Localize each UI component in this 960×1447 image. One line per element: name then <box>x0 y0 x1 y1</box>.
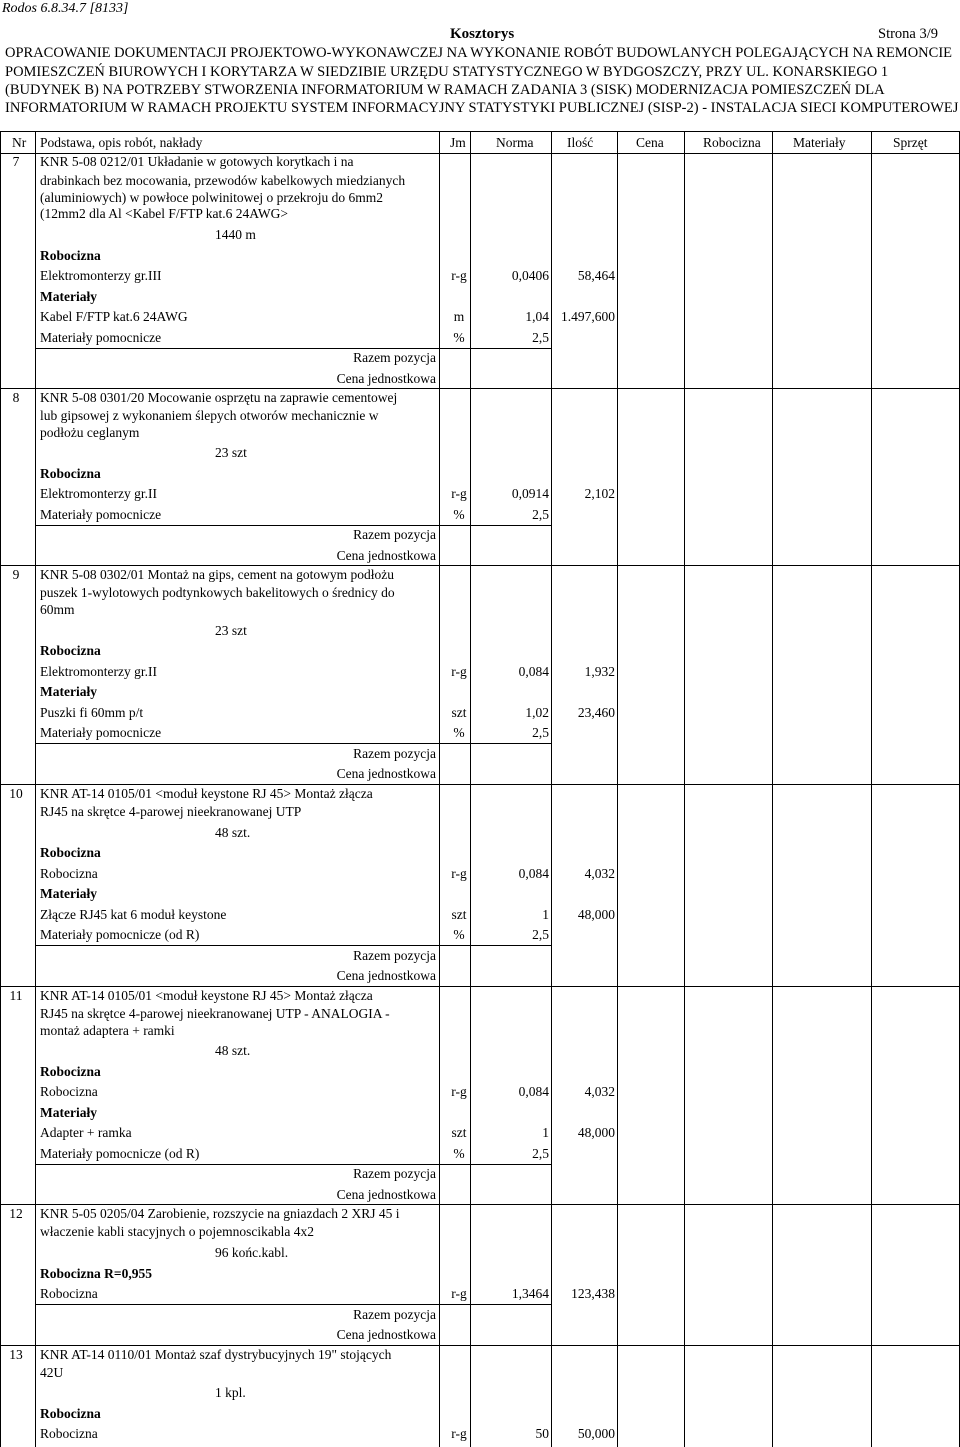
position-quantity: 23 szt <box>215 445 247 460</box>
position-total-label: Razem pozycja <box>353 350 436 365</box>
position-description: KNR AT-14 0105/01 <moduł keystone RJ 45> Montaż złącza <box>40 786 373 801</box>
position-number: 10 <box>9 786 23 801</box>
resource-unit: r-g <box>451 664 467 679</box>
position-description: KNR AT-14 0110/01 Montaż szaf dystrybucyjnych 19" stojących <box>40 1347 392 1362</box>
resource-norm: 2,5 <box>532 507 549 522</box>
resource-norm: 1,04 <box>525 309 549 324</box>
col-ilosc: Ilość <box>567 135 594 150</box>
resource-name: Robocizna <box>40 1286 98 1301</box>
position-description: montaż adaptera + ramki <box>40 1023 175 1038</box>
col-materialy: Materiały <box>793 135 846 150</box>
resource-name: Materiały pomocnicze <box>40 725 162 740</box>
subtotal-rule <box>35 1304 551 1305</box>
app-version: Rodos 6.8.34.7 [8133] <box>2 1 129 16</box>
resource-amount: 2,102 <box>584 486 615 501</box>
column-divider <box>35 131 36 1447</box>
resource-name: Adapter + ramka <box>40 1125 132 1140</box>
position-separator <box>0 1204 960 1205</box>
resource-norm: 2,5 <box>532 927 549 942</box>
resource-unit: szt <box>451 705 467 720</box>
resource-unit: % <box>453 725 465 740</box>
resource-name: Elektromonterzy gr.II <box>40 486 157 501</box>
resource-amount: 23,460 <box>577 705 615 720</box>
position-separator <box>0 388 960 389</box>
column-divider <box>684 131 685 1447</box>
unit-price-label: Cena jednostkowa <box>336 766 436 781</box>
position-description: RJ45 na skrętce 4-parowej nieekranowanej UTP <box>40 804 302 819</box>
resource-name: Robocizna <box>40 1426 98 1441</box>
resource-unit: szt <box>451 907 467 922</box>
resource-amount: 48,000 <box>577 907 615 922</box>
resource-section-label: Robocizna <box>40 248 101 263</box>
resource-name: Robocizna <box>40 1084 98 1099</box>
resource-name: Elektromonterzy gr.II <box>40 664 157 679</box>
resource-unit: r-g <box>451 1084 467 1099</box>
resource-amount: 58,464 <box>577 268 615 283</box>
column-divider <box>617 131 618 1447</box>
col-norma: Norma <box>496 135 534 150</box>
header-line-4: INFORMATORIUM W RAMACH PROJEKTU SYSTEM INFORMACYJNY STATYSTYKI PUBLICZNEJ (SISP-2) - INSTALACJA SIECI KOMPUTEROWEJ <box>5 100 959 116</box>
position-total-label: Razem pozycja <box>353 1307 436 1322</box>
position-number: 7 <box>12 154 20 169</box>
position-description: (aluminiowych) w powłoce polwinitowej o przekroju do 6mm2 <box>40 190 384 205</box>
position-quantity: 48 szt. <box>215 825 251 840</box>
resource-unit: r-g <box>451 1286 467 1301</box>
resource-norm: 1,02 <box>525 705 549 720</box>
resource-name: Kabel F/FTP kat.6 24AWG <box>40 309 188 324</box>
position-description: podłożu ceglanym <box>40 425 140 440</box>
header-line-1: OPRACOWANIE DOKUMENTACJI PROJEKTOWO-WYKONAWCZEJ NA WYKONANIE ROBÓT BUDOWLANYCH POLEGAJĄCYCH NA REMONCIE <box>5 45 953 61</box>
resource-norm: 2,5 <box>532 1146 549 1161</box>
position-quantity: 23 szt <box>215 623 247 638</box>
unit-price-label: Cena jednostkowa <box>336 1187 436 1202</box>
resource-norm: 0,084 <box>518 664 549 679</box>
position-description: właczenie kabli stacyjnych o pojemnoscikabla 4x2 <box>40 1224 315 1239</box>
resource-norm: 1,3464 <box>511 1286 549 1301</box>
position-description: KNR 5-05 0205/04 Zarobienie, rozszycie na gniazdach 2 XRJ 45 i <box>40 1206 400 1221</box>
position-separator <box>0 1345 960 1346</box>
resource-norm: 1 <box>542 1125 549 1140</box>
subtotal-rule <box>35 1164 551 1165</box>
resource-name: Materiały pomocnicze <box>40 507 162 522</box>
position-separator <box>0 986 960 987</box>
position-number: 13 <box>9 1347 23 1362</box>
resource-norm: 0,084 <box>518 866 549 881</box>
position-separator <box>0 784 960 785</box>
resource-norm: 2,5 <box>532 725 549 740</box>
position-number: 12 <box>9 1206 23 1221</box>
col-sprzet: Sprzęt <box>893 135 928 150</box>
resource-amount: 4,032 <box>584 866 615 881</box>
unit-price-label: Cena jednostkowa <box>336 968 436 983</box>
resource-norm: 1 <box>542 907 549 922</box>
resource-section-label: Robocizna <box>40 1406 101 1421</box>
position-quantity: 1 kpl. <box>215 1385 246 1400</box>
resource-amount: 123,438 <box>571 1286 615 1301</box>
resource-name: Materiały pomocnicze <box>40 330 162 345</box>
unit-price-label: Cena jednostkowa <box>336 548 436 563</box>
resource-section-label: Materiały <box>40 886 97 901</box>
col-nr: Nr <box>12 135 27 150</box>
resource-unit: m <box>453 309 465 324</box>
resource-name: Materiały pomocnicze (od R) <box>40 927 200 942</box>
resource-unit: % <box>453 927 465 942</box>
position-description: (12mm2 dla Al <Kabel F/FTP kat.6 24AWG> <box>40 206 289 221</box>
column-divider <box>551 131 552 1447</box>
page-number: Strona 3/9 <box>878 26 939 42</box>
resource-section-label: Robocizna R=0,955 <box>40 1266 152 1281</box>
header-line-3: (BUDYNEK B) NA POTRZEBY STWORZENIA INFORMATORIUM W RAMACH ZADANIA 3 (SISK) MODERNIZACJA POMIESZCZEŃ DLA <box>5 82 885 98</box>
position-number: 9 <box>12 567 20 582</box>
header-line-2: POMIESZCZEŃ BIUROWYCH I KORYTARZA W SIEDZIBIE URZĘDU STATYSTYCZNEGO W BYDGOSZCZY, PRZY UL. KONARSKIEGO 1 <box>5 64 889 80</box>
resource-norm: 0,084 <box>518 1084 549 1099</box>
position-description: 42U <box>40 1365 64 1380</box>
table-left-border <box>0 131 1 1447</box>
resource-name: Puszki fi 60mm p/t <box>40 705 144 720</box>
resource-unit: r-g <box>451 866 467 881</box>
resource-norm: 0,0914 <box>511 486 549 501</box>
resource-unit: r-g <box>451 268 467 283</box>
document-title: Kosztorys <box>450 26 515 42</box>
resource-unit: szt <box>451 1125 467 1140</box>
resource-amount: 50,000 <box>577 1426 615 1441</box>
column-divider <box>439 131 440 1447</box>
resource-section-label: Robocizna <box>40 845 101 860</box>
unit-price-label: Cena jednostkowa <box>336 1327 436 1342</box>
resource-amount: 4,032 <box>584 1084 615 1099</box>
subtotal-rule <box>35 945 551 946</box>
resource-section-label: Materiały <box>40 289 97 304</box>
resource-norm: 2,5 <box>532 330 549 345</box>
resource-section-label: Robocizna <box>40 1064 101 1079</box>
column-divider <box>470 131 471 1447</box>
subtotal-rule <box>35 525 551 526</box>
resource-section-label: Robocizna <box>40 466 101 481</box>
unit-price-label: Cena jednostkowa <box>336 371 436 386</box>
position-quantity: 1440 m <box>215 227 256 242</box>
position-number: 8 <box>12 390 20 405</box>
header-top-rule <box>0 131 960 132</box>
position-quantity: 96 końc.kabl. <box>215 1245 289 1260</box>
resource-name: Materiały pomocnicze (od R) <box>40 1146 200 1161</box>
resource-name: Robocizna <box>40 866 98 881</box>
resource-name: Złącze RJ45 kat 6 moduł keystone <box>40 907 227 922</box>
resource-unit: % <box>453 330 465 345</box>
position-description: drabinkach bez mocowania, przewodów kabelkowych miedzianych <box>40 173 406 188</box>
position-description: 60mm <box>40 602 75 617</box>
resource-amount: 48,000 <box>577 1125 615 1140</box>
resource-section-label: Robocizna <box>40 643 101 658</box>
resource-amount: 1.497,600 <box>561 309 615 324</box>
position-number: 11 <box>9 988 23 1003</box>
position-description: RJ45 na skrętce 4-parowej nieekranowanej UTP - ANALOGIA - <box>40 1006 390 1021</box>
subtotal-rule <box>35 348 551 349</box>
resource-unit: r-g <box>451 486 467 501</box>
position-total-label: Razem pozycja <box>353 746 436 761</box>
position-description: KNR 5-08 0301/20 Mocowanie osprzętu na zaprawie cementowej <box>40 390 398 405</box>
column-divider <box>772 131 773 1447</box>
position-total-label: Razem pozycja <box>353 948 436 963</box>
col-robocizna: Robocizna <box>703 135 761 150</box>
resource-amount: 1,932 <box>584 664 615 679</box>
subtotal-rule <box>35 743 551 744</box>
resource-name: Elektromonterzy gr.III <box>40 268 162 283</box>
position-quantity: 48 szt. <box>215 1043 251 1058</box>
col-jm: Jm <box>450 135 466 150</box>
position-separator <box>0 565 960 566</box>
position-description: KNR AT-14 0105/01 <moduł keystone RJ 45> Montaż złącza <box>40 988 373 1003</box>
position-description: lub gipsowej z wykonaniem ślepych otworów mechanicznie w <box>40 408 379 423</box>
resource-unit: % <box>453 507 465 522</box>
resource-unit: r-g <box>451 1426 467 1441</box>
resource-section-label: Materiały <box>40 684 97 699</box>
position-total-label: Razem pozycja <box>353 527 436 542</box>
position-total-label: Razem pozycja <box>353 1166 436 1181</box>
column-divider <box>871 131 872 1447</box>
resource-norm: 0,0406 <box>511 268 549 283</box>
position-description: puszek 1-wylotowych podtynkowych bakelitowych o średnicy do <box>40 585 395 600</box>
resource-section-label: Materiały <box>40 1105 97 1120</box>
position-description: KNR 5-08 0302/01 Montaż na gips, cement na gotowym podłożu <box>40 567 394 582</box>
position-description: KNR 5-08 0212/01 Układanie w gotowych korytkach i na <box>40 154 354 169</box>
col-cena: Cena <box>636 135 664 150</box>
col-description: Podstawa, opis robót, nakłady <box>40 135 203 150</box>
resource-norm: 50 <box>535 1426 549 1441</box>
resource-unit: % <box>453 1146 465 1161</box>
